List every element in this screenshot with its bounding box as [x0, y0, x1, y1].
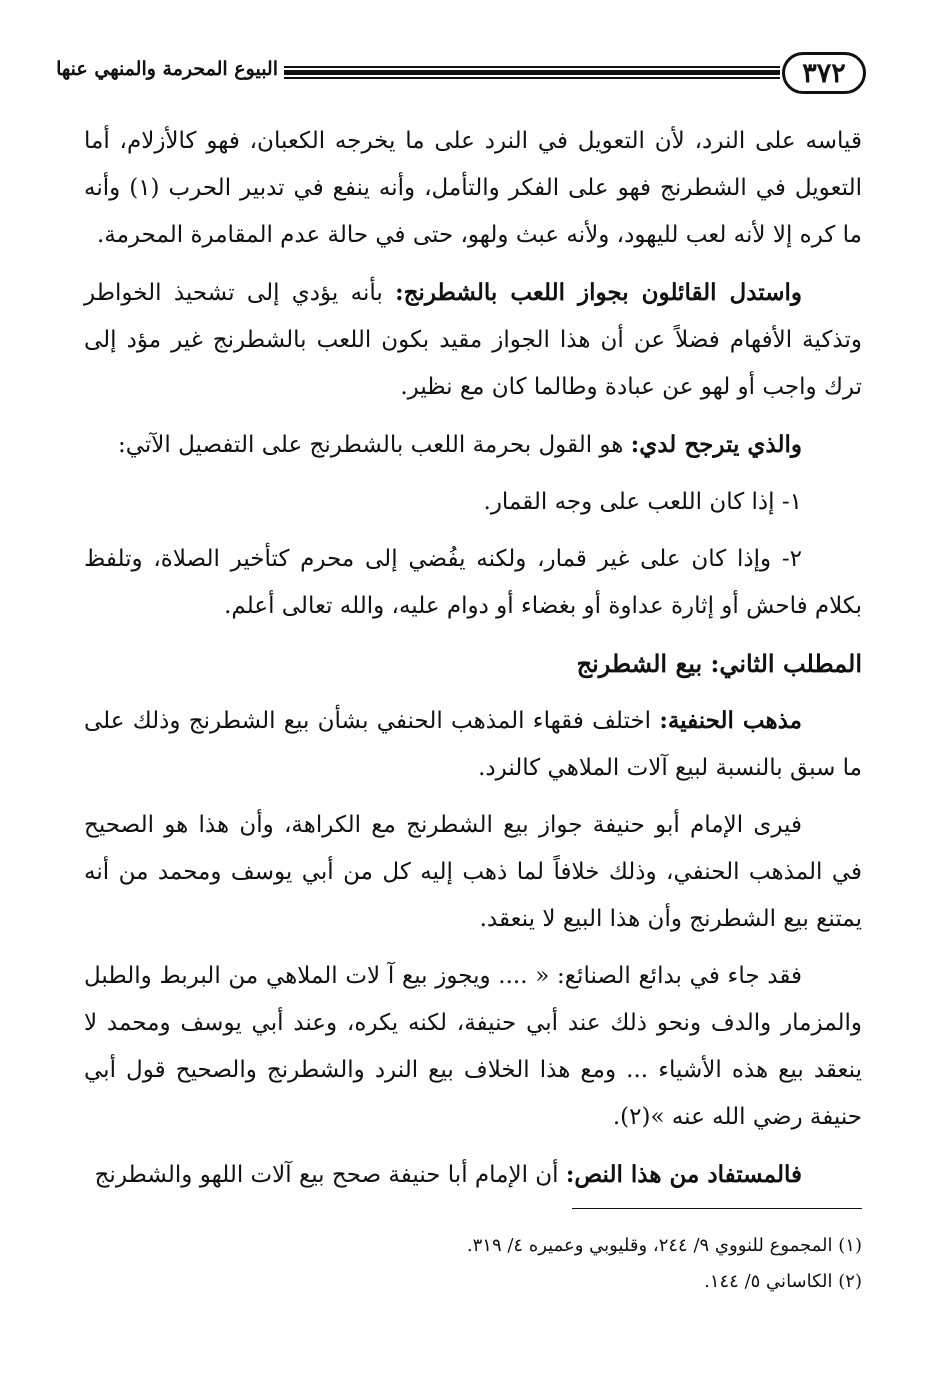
paragraph-2-lead: واستدل القائلون بجواز اللعب بالشطرنج: — [395, 279, 802, 306]
paragraph-4 — [84, 697, 862, 792]
paragraph-6: فقد جاء في بدائع الصنائع: « .... ويجوز بيع آ لات الملاهي من البربط والطبل والمزمار والدف ونحو ذلك عند أبي حنيفة، لكنه يكره، وعند أبي يوسف ومحمد لا ينعقد بيع هذه الأشياء ... ومع هذا الخلاف بيع النرد والشطرنج والصحيح قول أبي حنيفة رضي الله عنه »(٢). — [84, 963, 862, 1130]
paragraph-1: قياسه على النرد، لأن التعويل في النرد على ما يخرجه الكعبان، فهو كالأزلام، أما التعويل في الشطرنج فهو على الفكر والتأمل، وأنه ينفع في تدبير الحرب (١) وأنه ما كره إلا لأنه لعب لليهود، ولأنه عبث ولهو، حتى في حالة عدم المقامرة المحرمة. — [84, 128, 862, 248]
header-rule-line — [284, 70, 780, 75]
paragraph-7 — [84, 1151, 862, 1199]
paragraph-3 — [84, 421, 862, 469]
paragraph-3-text: هو القول بحرمة اللعب بالشطرنج على التفصيل الآتي: — [117, 432, 631, 458]
paragraph-3-lead: والذي يترجح لدي: — [630, 431, 802, 458]
paragraph-4-lead: مذهب الحنفية: — [659, 707, 803, 734]
body-text — [84, 118, 862, 1209]
paragraph-4-text: اختلف فقهاء المذهب الحنفي بشأن بيع الشطرنج وذلك على ما سبق بالنسبة لبيع آلات الملاهي كالنرد. — [84, 708, 862, 781]
section-title: المطلب الثاني: بيع الشطرنج — [576, 649, 862, 678]
header-rule-line — [284, 77, 780, 79]
paragraph-5: فيرى الإمام أبو حنيفة جواز بيع الشطرنج مع الكراهة، وأن هذا هو الصحيح في المذهب الحنفي، وذلك خلافاً لما ذهب إليه كل من أبي يوسف ومحمد من أنه يمتنع بيع الشطرنج وأن هذا البيع لا ينعقد. — [84, 812, 862, 932]
header-rule-line — [284, 66, 780, 68]
footnote-2: (٢) الكاساني ٥/ ١٤٤. — [704, 1271, 862, 1292]
list-item-2: ٢- وإذا كان على غير قمار، ولكنه يفُضي إلى محرم كتأخير الصلاة، وتلفظ بكلام فاحش أو إثارة عداوة أو بغضاء أو دوام عليه، والله تعالى أعلم. — [84, 546, 862, 619]
list-item-1: ١- إذا كان اللعب على وجه القمار. — [483, 489, 802, 515]
header-rule — [284, 66, 780, 80]
paragraph-7-lead: فالمستفاد من هذا النص: — [565, 1161, 802, 1188]
running-title: البيوع المحرمة والمنهي عنها — [56, 58, 278, 80]
paragraph-2-text: بأنه يؤدي إلى تشحيذ الخواطر وتذكية الأفهام فضلاً عن أن هذا الجواز مقيد بكون اللعب بالشطرنج غير مؤد إلى ترك واجب أو لهو عن عبادة وطالما كان مع نظير. — [84, 280, 862, 400]
paragraph-7-text: أن الإمام أبا حنيفة صحح بيع آلات اللهو والشطرنج — [94, 1162, 566, 1188]
footnotes — [84, 1228, 862, 1300]
paragraph-2 — [84, 269, 862, 411]
footnote-separator — [572, 1208, 862, 1209]
page-number: ٣٧٢ — [782, 52, 866, 94]
page-header — [56, 52, 866, 98]
footnote-1: (١) المجموع للنووي ٩/ ٢٤٤، وقليوبي وعميره ٤/ ٣١٩. — [466, 1235, 862, 1256]
